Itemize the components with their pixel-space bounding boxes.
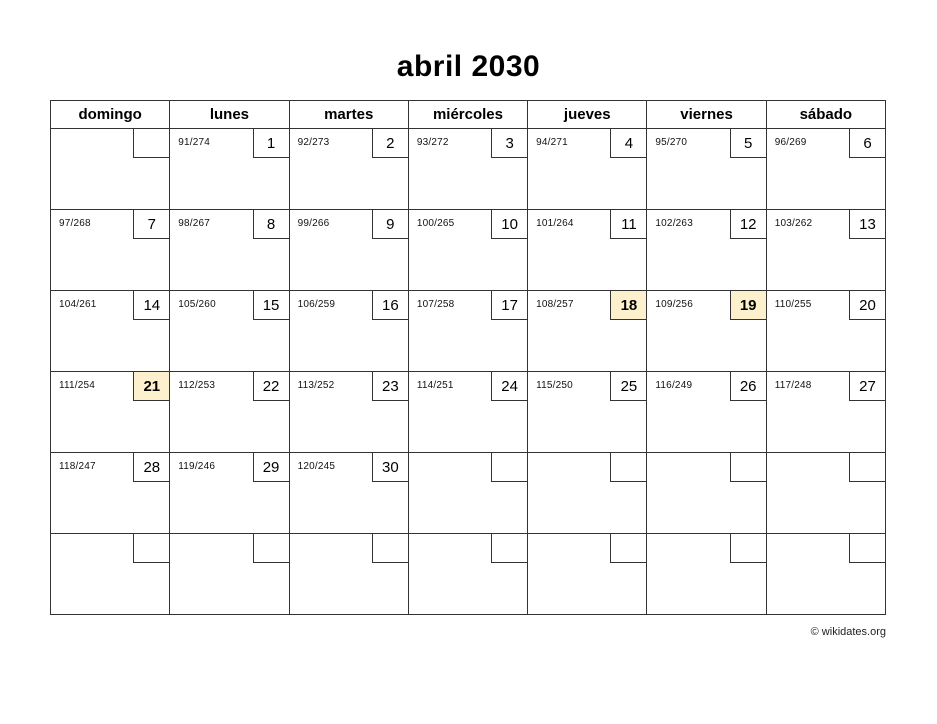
day-of-year-label: 118/247 xyxy=(59,461,96,472)
day-cell[interactable] xyxy=(647,372,766,453)
day-number: 1 xyxy=(253,129,289,158)
day-cell[interactable] xyxy=(647,291,766,372)
week-row xyxy=(51,129,886,210)
week-row xyxy=(51,534,886,615)
week-row xyxy=(51,453,886,534)
day-number xyxy=(610,453,646,482)
day-number: 6 xyxy=(849,129,885,158)
day-number: 4 xyxy=(610,129,646,158)
day-cell[interactable] xyxy=(51,210,170,291)
day-cell[interactable] xyxy=(408,453,527,534)
day-number: 23 xyxy=(372,372,408,401)
day-cell[interactable] xyxy=(766,129,885,210)
day-cell[interactable] xyxy=(408,291,527,372)
day-of-year-label: 119/246 xyxy=(178,461,216,472)
day-number: 19 xyxy=(730,291,766,320)
day-cell[interactable] xyxy=(170,129,289,210)
day-cell[interactable] xyxy=(408,129,527,210)
day-number: 20 xyxy=(849,291,885,320)
day-cell[interactable] xyxy=(289,372,408,453)
day-number xyxy=(133,129,169,158)
day-cell[interactable] xyxy=(170,210,289,291)
day-number: 2 xyxy=(372,129,408,158)
day-of-year-label: 105/260 xyxy=(178,299,216,310)
day-of-year-label: 91/274 xyxy=(178,137,211,148)
day-cell[interactable] xyxy=(766,291,885,372)
day-number: 9 xyxy=(372,210,408,239)
weekday-header-viernes: viernes xyxy=(647,101,766,129)
day-cell[interactable] xyxy=(170,291,289,372)
day-cell[interactable] xyxy=(647,453,766,534)
day-of-year-label: 104/261 xyxy=(59,299,97,310)
day-cell[interactable] xyxy=(289,453,408,534)
weekday-header-martes: martes xyxy=(289,101,408,129)
week-row xyxy=(51,372,886,453)
day-cell[interactable] xyxy=(528,210,647,291)
day-of-year-label: 93/272 xyxy=(416,137,449,148)
day-of-year-label: 107/258 xyxy=(416,299,455,310)
month-calendar xyxy=(50,100,886,615)
day-cell[interactable] xyxy=(528,129,647,210)
day-number: 7 xyxy=(133,210,169,239)
weekday-header-domingo: domingo xyxy=(51,101,170,129)
day-number xyxy=(491,534,527,563)
day-number xyxy=(372,534,408,563)
day-number xyxy=(133,534,169,563)
day-cell[interactable] xyxy=(408,534,527,615)
day-of-year-label: 115/250 xyxy=(536,380,573,391)
day-number xyxy=(849,453,885,482)
day-number: 28 xyxy=(133,453,169,482)
day-of-year-label: 111/254 xyxy=(59,380,96,391)
day-of-year-label: 100/265 xyxy=(416,218,455,229)
day-of-year-label: 99/266 xyxy=(297,218,330,229)
day-of-year-label: 116/249 xyxy=(655,380,693,391)
day-of-year-label: 96/269 xyxy=(774,137,807,148)
day-cell[interactable] xyxy=(408,210,527,291)
day-cell[interactable] xyxy=(408,372,527,453)
day-cell[interactable] xyxy=(170,453,289,534)
day-cell[interactable] xyxy=(51,372,170,453)
day-number: 14 xyxy=(133,291,169,320)
day-of-year-label: 102/263 xyxy=(655,218,693,229)
day-of-year-label: 110/255 xyxy=(774,299,812,310)
day-number: 30 xyxy=(372,453,408,482)
day-of-year-label: 95/270 xyxy=(655,137,688,148)
day-cell[interactable] xyxy=(528,534,647,615)
day-number: 10 xyxy=(491,210,527,239)
day-of-year-label: 114/251 xyxy=(416,380,454,391)
day-of-year-label: 97/268 xyxy=(59,218,91,229)
day-number xyxy=(253,534,289,563)
page-title: abril 2030 xyxy=(396,50,541,83)
day-number: 3 xyxy=(491,129,527,158)
day-cell[interactable] xyxy=(289,291,408,372)
day-number xyxy=(730,453,766,482)
weekday-header-miercoles: miércoles xyxy=(408,101,527,129)
day-cell[interactable] xyxy=(51,453,170,534)
day-of-year-label: 92/273 xyxy=(297,137,330,148)
day-number xyxy=(849,534,885,563)
day-cell[interactable] xyxy=(170,372,289,453)
day-cell[interactable] xyxy=(766,534,885,615)
day-cell[interactable] xyxy=(766,372,885,453)
day-number xyxy=(491,453,527,482)
week-row xyxy=(51,291,886,372)
day-of-year-label: 98/267 xyxy=(178,218,211,229)
day-number: 11 xyxy=(610,210,646,239)
day-number: 29 xyxy=(253,453,289,482)
day-cell[interactable] xyxy=(528,453,647,534)
day-of-year-label: 103/262 xyxy=(774,218,813,229)
weekday-header-lunes: lunes xyxy=(170,101,289,129)
weekday-header-jueves: jueves xyxy=(528,101,647,129)
day-number: 13 xyxy=(849,210,885,239)
day-of-year-label: 108/257 xyxy=(536,299,574,310)
day-cell[interactable] xyxy=(289,210,408,291)
day-number: 17 xyxy=(491,291,527,320)
day-cell[interactable] xyxy=(51,129,170,210)
day-cell[interactable] xyxy=(528,372,647,453)
copyright-credit: © wikidates.org xyxy=(810,626,886,638)
day-of-year-label: 112/253 xyxy=(178,380,216,391)
day-number xyxy=(610,534,646,563)
day-number: 21 xyxy=(133,372,169,401)
day-number: 18 xyxy=(610,291,646,320)
day-number: 24 xyxy=(491,372,527,401)
day-number: 5 xyxy=(730,129,766,158)
day-number: 25 xyxy=(610,372,646,401)
day-number: 12 xyxy=(730,210,766,239)
day-cell[interactable] xyxy=(289,129,408,210)
day-of-year-label: 106/259 xyxy=(297,299,336,310)
day-cell[interactable] xyxy=(647,129,766,210)
day-of-year-label: 94/271 xyxy=(536,137,568,148)
day-of-year-label: 101/264 xyxy=(536,218,574,229)
day-number: 22 xyxy=(253,372,289,401)
day-cell[interactable] xyxy=(170,534,289,615)
day-number: 8 xyxy=(253,210,289,239)
day-of-year-label: 117/248 xyxy=(774,380,812,391)
day-cell[interactable] xyxy=(289,534,408,615)
day-cell[interactable] xyxy=(51,291,170,372)
day-number: 16 xyxy=(372,291,408,320)
day-of-year-label: 120/245 xyxy=(297,461,336,472)
day-number: 27 xyxy=(849,372,885,401)
day-of-year-label: 109/256 xyxy=(655,299,693,310)
day-cell[interactable] xyxy=(647,534,766,615)
day-cell[interactable] xyxy=(766,453,885,534)
day-cell[interactable] xyxy=(528,291,647,372)
day-number xyxy=(730,534,766,563)
day-cell[interactable] xyxy=(766,210,885,291)
weekday-header-sabado: sábado xyxy=(766,101,885,129)
weekday-header-row xyxy=(51,101,886,129)
day-cell[interactable] xyxy=(51,534,170,615)
week-row xyxy=(51,210,886,291)
day-number: 26 xyxy=(730,372,766,401)
calendar-body xyxy=(51,129,886,615)
day-number: 15 xyxy=(253,291,289,320)
day-of-year-label: 113/252 xyxy=(297,380,335,391)
day-cell[interactable] xyxy=(647,210,766,291)
